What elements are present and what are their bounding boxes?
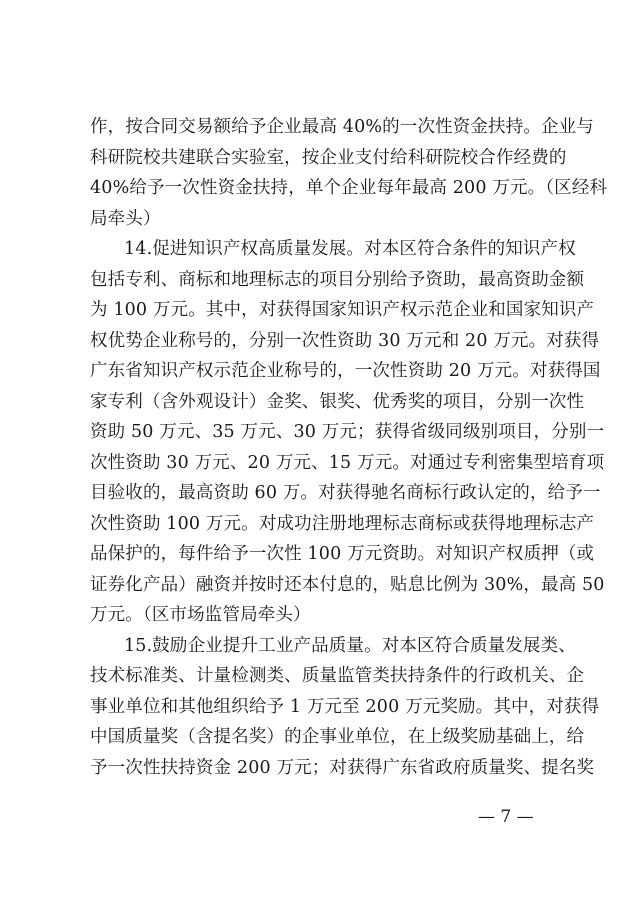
body-text xyxy=(90,112,608,783)
section-14-heading-line: 14.促进知识产权高质量发展。对本区符合条件的知识产权 xyxy=(124,239,576,259)
section-15-heading-line: 15.鼓励企业提升工业产品质量。对本区符合质量发展类、 xyxy=(124,635,576,656)
text-line: 家专利（含外观设计）金奖、银奖、优秀奖的项目，分别一次性 xyxy=(90,391,585,412)
page-number: — 7 — xyxy=(478,807,534,827)
text-line: 权优势企业称号的，分别一次性资助 30 万元和 20 万元。对获得 xyxy=(90,330,600,351)
text-line: 事业单位和其他组织给予 1 万元至 200 万元奖励。其中，对获得 xyxy=(90,696,600,717)
text-line: 资助 50 万元、35 万元、30 万元；获得省级同级别项目，分别一 xyxy=(90,422,605,442)
text-line: 40%给予一次性资金扶持，单个企业每年最高 200 万元。（区经科 xyxy=(90,178,608,198)
text-line: 品保护的，每件给予一次性 100 万元资助。对知识产权质押（或 xyxy=(90,544,595,564)
text-line: 包括专利、商标和地理标志的项目分别给予资助，最高资助金额 xyxy=(90,269,585,290)
text-line: 科研院校共建联合实验室，按企业支付给科研院校合作经费的 xyxy=(90,147,567,168)
text-line: 予一次性扶持资金 200 万元；对获得广东省政府质量奖、提名奖 xyxy=(90,757,595,778)
text-line: 万元。（区市场监管局牵头） xyxy=(90,605,311,625)
text-line: 技术标准类、计量检测类、质量监管类扶持条件的行政机关、企 xyxy=(90,666,585,686)
text-line: 中国质量奖（含提名奖）的企事业单位，在上级奖励基础上，给 xyxy=(90,727,585,747)
text-line: 作，按合同交易额给予企业最高 40%的一次性资金扶持。企业与 xyxy=(90,117,594,137)
text-line: 为 100 万元。其中，对获得国家知识产权示范企业和国家知识产 xyxy=(90,300,595,320)
text-line: 次性资助 30 万元、20 万元、15 万元。对通过专利密集型培育项 xyxy=(90,452,605,473)
text-line: 广东省知识产权示范企业称号的，一次性资助 20 万元。对获得国 xyxy=(90,361,601,381)
text-line: 次性资助 100 万元。对成功注册地理标志商标或获得地理标志产 xyxy=(90,513,595,534)
text-line: 目验收的，最高资助 60 万。对获得驰名商标行政认定的，给予一 xyxy=(90,483,601,503)
text-line: 证券化产品）融资并按时还本付息的，贴息比例为 30%，最高 50 xyxy=(90,574,605,595)
text-line: 局牵头） xyxy=(90,208,161,229)
